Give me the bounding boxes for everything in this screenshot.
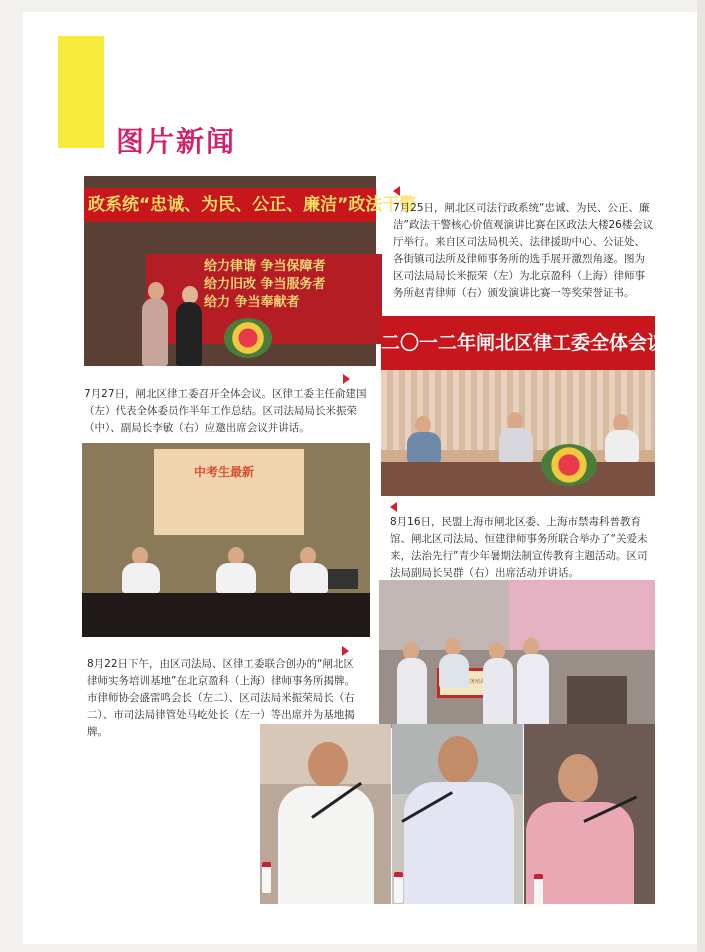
person-3 <box>483 658 513 728</box>
person-center <box>216 563 256 593</box>
person-right <box>605 430 639 462</box>
flower-arrangement <box>224 318 272 358</box>
person-left <box>407 432 441 462</box>
page-spine <box>697 0 705 952</box>
photo-committee-meeting <box>381 316 667 496</box>
screen-text: 中考生最新 <box>194 465 255 479</box>
caption-youth-legal-event: 8月16日，民盟上海市闸北区委、上海市禁毒科普教育馆、闸北区司法局、恒建律师事务所联合举办了“关爱未来，法治先行”青少年暑期法制宣传教育主题活动。区司法局副局长吴群（右）出席活动并讲话。 <box>390 516 648 579</box>
sign-text <box>204 258 326 312</box>
person-2 <box>439 654 469 688</box>
photo-speaker-right <box>524 724 655 904</box>
section-title: 图片新闻 <box>116 125 237 158</box>
caption-plaque-unveiling: 8月22日下午，由区司法局、区律工委联合创办的“闸北区律师实务培训基地”在北京盈科（上海）律师事务所揭牌。市律师协会盛雷鸣会长（左二）、区司法局米振荣局长（右二）、市司法局律管处马屹处长（左一）等出席并为基地揭牌。 <box>87 658 355 738</box>
flower-arrangement <box>541 444 597 486</box>
sign-line-2: 给力旧改 争当服务者 <box>204 277 326 292</box>
person-center <box>499 428 533 462</box>
person-head <box>438 736 478 784</box>
water-bottle <box>394 872 403 903</box>
person-left <box>122 563 160 593</box>
caption-marker <box>343 374 350 384</box>
meeting-table <box>381 462 655 496</box>
photo-speaker-left <box>260 724 391 904</box>
person-head <box>558 754 598 802</box>
presentation-table <box>82 593 370 637</box>
person-1 <box>397 658 427 728</box>
person-shirt <box>278 786 374 904</box>
photo-banner: 政系统“忠诚、为民、公正、廉洁”政法干警 <box>84 188 376 222</box>
caption-marker <box>390 502 397 512</box>
yellow-accent-block <box>58 36 104 148</box>
caption-speech-contest: 7月25日，闸北区司法行政系统“忠诚、为民、公正、廉洁”政法干警核心价值观演讲比赛在区政法大楼26楼会议厅举行。来自区司法局机关、法律援助中心、公证处、各街镇司法所及律师事务所的选手展开激烈角逐。图为区司法局局长米振荣（左）为北京盈科（上海）律师事务所赵青律师（右）颁发演讲比赛一等奖荣誉证书。 <box>393 202 654 299</box>
projection-screen <box>154 449 304 535</box>
photo-banner: 二〇一二年闸北区律工委全体会议 <box>381 316 655 370</box>
photo-speaker-center <box>392 724 523 904</box>
photo-plaque-unveiling <box>379 580 655 728</box>
photo-youth-legal-event <box>82 443 370 637</box>
caption-committee-meeting: 7月27日，闸北区律工委召开全体会议。区律工委主任俞建国（左）代表全体委员作半年工作总结。区司法局局长米振荣（中）、副局长李敏（右）应邀出席会议并讲话。 <box>84 388 367 434</box>
caption-marker <box>342 646 349 656</box>
laptop <box>328 569 358 589</box>
water-bottle <box>534 874 543 905</box>
easel-stand <box>567 676 627 728</box>
photo-speech-contest <box>84 176 417 366</box>
person-right <box>290 563 328 593</box>
person-award-giver <box>142 298 168 366</box>
sign-line-3: 给力 争当奉献者 <box>204 295 300 310</box>
caption-marker <box>393 186 400 196</box>
person-head <box>308 742 348 788</box>
person-award-receiver <box>176 302 202 366</box>
person-shirt <box>404 782 514 904</box>
water-bottle <box>262 862 271 893</box>
sign-line-1: 给力律谐 争当保障者 <box>204 259 326 274</box>
person-4 <box>517 654 549 728</box>
